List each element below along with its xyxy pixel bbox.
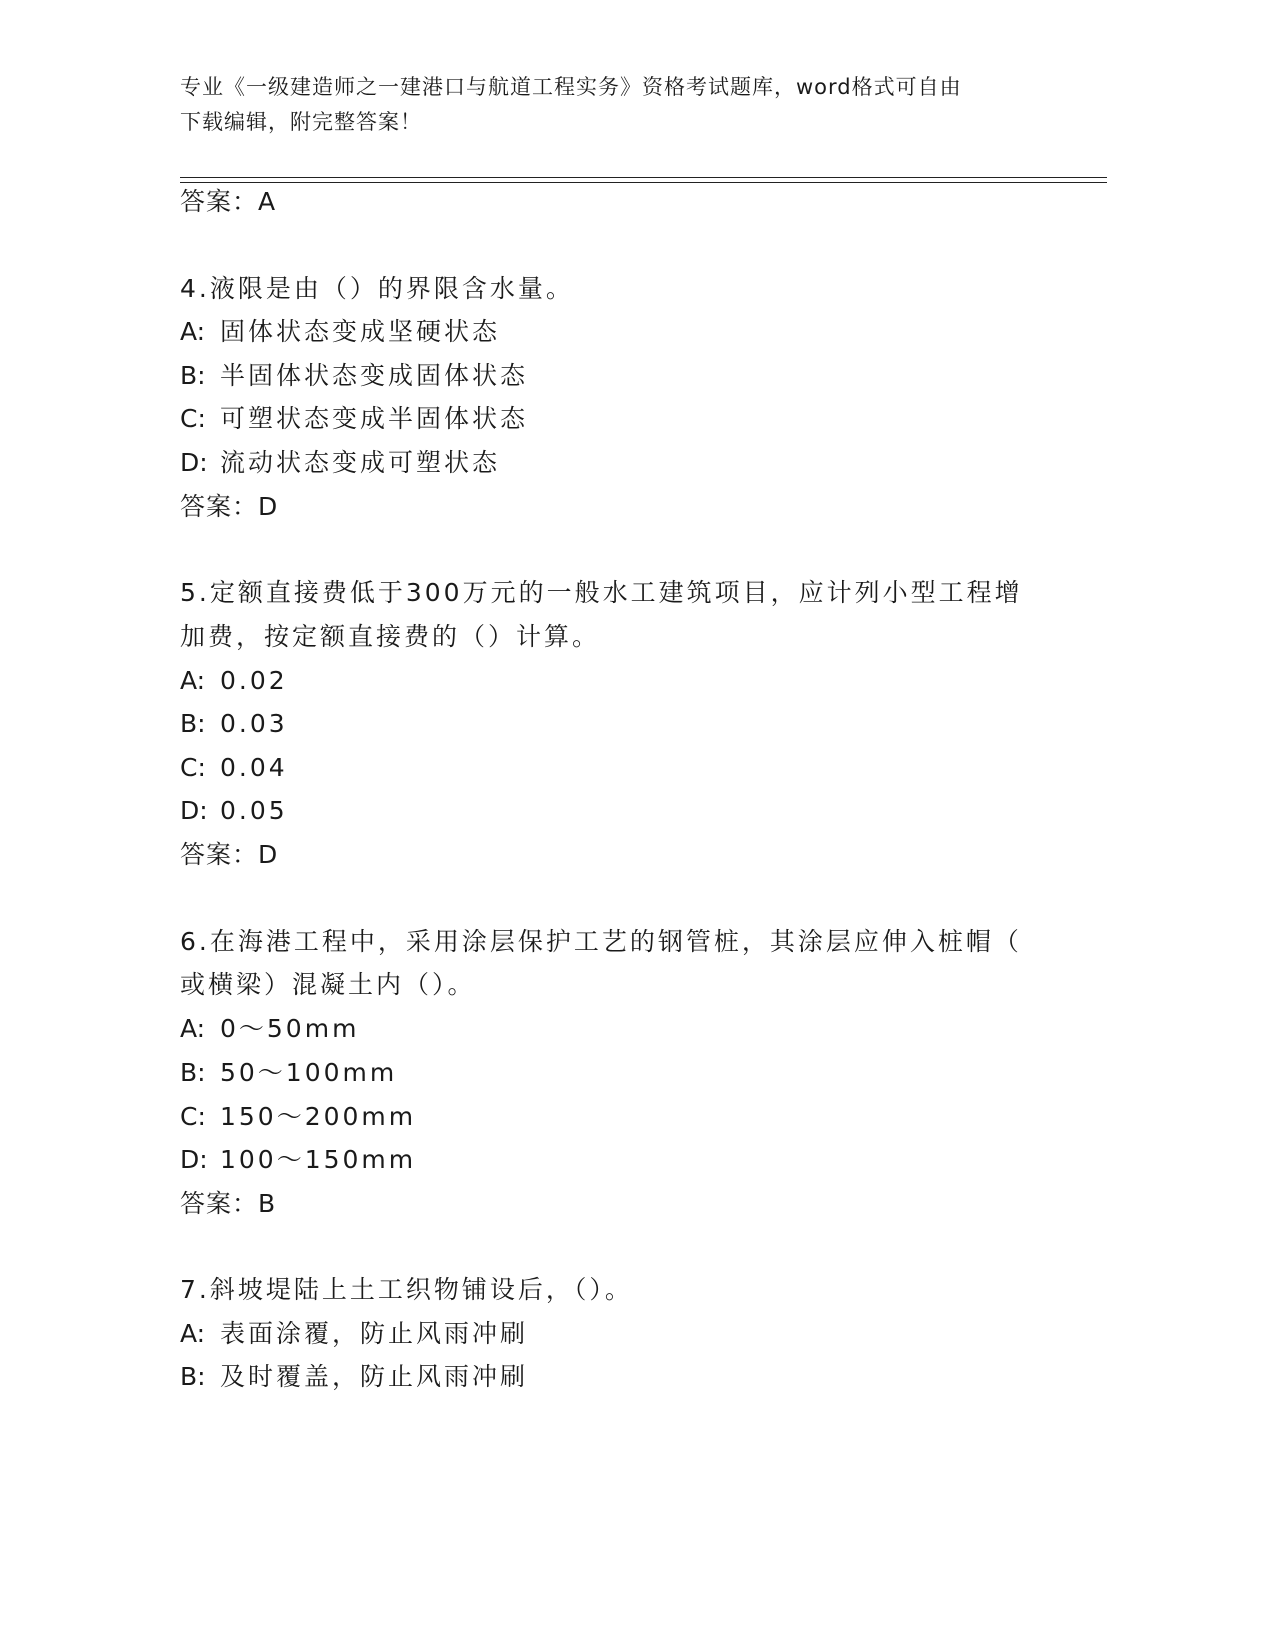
question-4-option-b [180,361,528,391]
option-letter: C: [180,404,206,433]
answer-q6: 答案：B [180,1189,277,1218]
option-text: 100～150mm [220,1145,417,1174]
option-text: 半固体状态变成固体状态 [220,361,529,390]
document-header [180,70,1060,140]
option-text: 可塑状态变成半固体状态 [220,404,529,433]
question-6-stem-line-2: 或横梁）混凝土内（）。 [180,970,476,999]
option-letter: A: [180,1014,206,1043]
option-letter: B: [180,361,206,390]
option-text: 0.05 [220,796,288,825]
option-text: 0～50mm [220,1014,360,1043]
option-letter: A: [180,317,206,346]
question-6-option-a [180,1014,359,1044]
question-6-option-c [180,1102,416,1132]
option-letter: D: [180,448,208,477]
option-letter: A: [180,666,206,695]
answer-q5: 答案：D [180,840,279,869]
question-4-option-c [180,404,528,434]
option-letter: B: [180,1058,206,1087]
option-letter: B: [180,1362,206,1391]
question-7-option-a [180,1319,528,1349]
question-5-stem-line-2: 加费，按定额直接费的（）计算。 [180,622,601,651]
option-text: 固体状态变成坚硬状态 [220,317,501,346]
answer-q4: 答案：D [180,492,279,521]
question-5-option-b [180,709,288,739]
option-text: 0.04 [220,753,288,782]
question-7-option-b [180,1362,528,1392]
answer-q3: 答案：A [180,187,277,216]
question-5-option-c [180,753,288,783]
option-text: 0.03 [220,709,288,738]
header-line-2: 下载编辑，附完整答案！ [180,110,422,134]
option-letter: B: [180,709,206,738]
question-4-option-d [180,448,500,478]
option-letter: C: [180,753,206,782]
question-5-option-a [180,666,288,696]
option-text: 表面涂覆，防止风雨冲刷 [220,1319,529,1348]
question-4-stem: 4.液限是由（）的界限含水量。 [180,274,574,303]
question-5-stem-line-1: 5.定额直接费低于300万元的一般水工建筑项目，应计列小型工程增 [180,578,1023,607]
question-5-option-d [180,796,288,826]
option-letter: D: [180,796,208,825]
question-6-option-b [180,1058,397,1088]
option-text: 流动状态变成可塑状态 [220,448,501,477]
question-4-option-a [180,317,500,347]
option-text: 0.02 [220,666,288,695]
question-7-stem: 7.斜坡堤陆上土工织物铺设后，（）。 [180,1275,633,1304]
header-divider-top [180,177,1107,178]
question-6-stem-line-1: 6.在海港工程中，采用涂层保护工艺的钢管桩，其涂层应伸入桩帽（ [180,927,1022,956]
header-divider-bottom [180,182,1107,183]
question-6-option-d [180,1145,416,1175]
option-text: 及时覆盖，防止风雨冲刷 [220,1362,529,1391]
option-letter: C: [180,1102,206,1131]
option-letter: D: [180,1145,208,1174]
option-letter: A: [180,1319,206,1348]
option-text: 150～200mm [220,1102,417,1131]
header-line-1: 专业《一级建造师之一建港口与航道工程实务》资格考试题库，word格式可自由 [180,75,962,99]
option-text: 50～100mm [220,1058,398,1087]
